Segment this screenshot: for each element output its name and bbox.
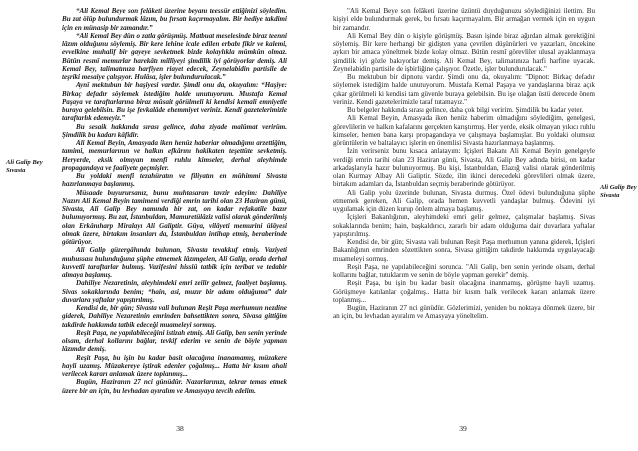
paragraph: Kendisi de, bir gün; Sivasta vali bulunan Reşit Paşa merhumun nezdine giderek, Dahiliye Nezaretinin emrinden bahsettikten sonra, Sivasa gittiğim takdirde hakkımda tatbik edeceği muameleyi sormuş. [62, 304, 287, 329]
paragraph: Ali Galip güzergâhında bulunan, Sivasta tevakkuf etmiş. Vaziyeti muhussası bulunduğuna şüphe etmemek lâzımgelen, Ali Galip, orada derhal kuvvetli taraftarlar bulmuş. Vazifesini hissiü tatbik için teribat ve tedabir almaya başlamış. [62, 246, 287, 279]
paragraph: Bugün, Haziranın 27 nci günüdür. Nazarlarınızı, tekrar temas etmek üzere bir an için, bu levhadan ayıralım ve Amasyaya tevcih edelim. [62, 378, 287, 395]
paragraph: Bu sesaik hakkında sırası gelince, daha ziyade malûmat verirüm. Şimdilik bu kadarı kâfidir. [62, 122, 287, 139]
paragraph: İçişleri Bakanlığının, aleyhimdeki emri gelir gelmez, çalışmalar başlamış. Sivas sokaklarında benim; hain, başkaldırıcı, zararlı bir adam olduğuma dair duvarlara yaftalar yapıştırılmış. [333, 213, 595, 238]
paragraph: Ali Kemal Beyin, Amasyada iken henüz haberiar olmadığımı arzettiğim, tamimi, memurlarının ve halkın efkârını hakikaten teşettüte sevketmiş. Heryerde, eksik olmıyan menfi ruhlu kimseler, derhal aleyhimde propagandaya ve faaliyete geçmişler. [62, 139, 287, 172]
paragraph: Reşit Paşa, bu işin bu kadar basit olacağına inanmamış, görüşme hayli uzamış. Görüşmeye katılanlar çoğalmış.. Hatta bir kısım halk verilecek kararı anlamak üzere toplanmış... [333, 279, 595, 304]
paragraph: "Ali Kemal Beye son felâketi üzerine üzüntü duyduğunuzu söylediğinizi ilettim. Bu kişiyi elde bulundurmak gerek, bu fırsatı kaçırmayalım. Bir armağan vermek için en uygun bir zamandır. [333, 7, 595, 32]
paragraph: Reşit Paşa, ne yapılabileceğini istizah etmiş. Ali Galip, ben senin yerinde olsam, derhal kollarını bağlar, tevkif ederim ve senin de böyle yapman lâzımdır demiş. [62, 328, 287, 354]
right-text-column [333, 7, 595, 321]
paragraph: Dahiliye Nezaretinin, aleyhimdeki emri zeilir gelmez, faaliyet başlamış. Sivas sokaklarında benim; “hain, asi, muzır bir adam olduğuma” dair duvarlara yaftalar yapıştırılmış. [62, 279, 287, 304]
paragraph: Reşit Paşa, ne yapılabileceğini sorunca. "Ali Galip, ben senin yerinde olsam, derhal kollarını bağlar, tutuklarım ve senin de böyle yapman gerekir" demiş. [333, 262, 595, 279]
left-margin-note: Ali Galip Bey Sıvasta [6, 159, 43, 174]
right-page-number: 39 [459, 424, 467, 433]
paragraph: “Ali Kemal Beye son felâketi üzerine beyanı teessür ettiğinizi söyledim. Bu zat ölüp bulundurmak lâzım, bu fırsatı kaçırmayalım. Bir hediye takdimi için en münasip bir zamandır.” [62, 7, 287, 32]
paragraph: Reşit Paşa, bu işin bu kadar basit olacağına inanamamış, müzakere hayli uzamış. Müzakereye iştirak edenler çoğalmış... Hatta bir kısım ahali verilecek kararı anlamak üzere toplanmış... [62, 353, 287, 378]
paragraph: İzin verirseniz bunu kısaca anlatayım: İçişleri Bakanı Ali Kemal Beyin genelgeyle verdiği emrin tarihi olan 23 Haziran günü, Sivasta, Ali Galip Bey adında birisi, on kadar arkadaşlarıyla hazır bulunuyormuş. Bu kişi, İstanbuldan, Elazığ valisi olarak gönderilmiş olan Kurmay Albay Ali Galiptir. Sözde, ilin ikinci derecedeki görevlileri olmak üzere, birtakım adamları da, İstanbuldan seçmiş beraberinde götürüyor. [333, 147, 595, 189]
paragraph: Aynî mektubun bir haşiyesi vardır. Şimdi onu da, okuyalım: “Haşiye: Birkaç defadır söylemek istediğim halde unutuyorum. Mustafa Kemal Paşaya ve taraftarlarına biraz müsait görülmeli ki kendisi kemali emniyetle buraya gelebilsin. Bu işe fevkalâde ehemmiyet veriniz. Kendi gazetelerimizle taraftarlık edemeyiz.” [62, 81, 287, 123]
paragraph: Bu yoldaki menfi tezahüratın ve filiyatın en mühimmi Sivasta hazırlanmaya başlanmış. [62, 172, 287, 189]
paragraph: “Ali Kemal Bey dün o zatla görüşmüş. Matbuat meselesinde biraz teenni lâzım olduğunu söylemiş. Bir kere lehine icale edilen erbabı fikir ve kalemi, evvelkine muhalif bir gayeye sevketmek bizde kolaylıkla mümkün olmaz. Bütün resmî memurlar harekâtı millîyeyi şimdilik iyi görüyorlar demiş. Ali Kemal Bey, talimatınıza harfiyen riayet edecek, Zeynelabidin partisile de teşriki mesaiye çalışıyor. Hulâsa, işler bulundurulacak.” [62, 31, 287, 81]
left-text-column [62, 7, 287, 395]
paragraph: Ali Kemal Beyin, Amasyada iken henüz haberim olmadığını söylediğim, genelgesi, görevlilerin ve halkın kafalarını gerçekten karıştırmış. Her yerde, eksik olmayan yıkıcı ruhlu kimseler, hemen bana karşı propagandaya ve çalışmaya başlamışlar. Bu yoldaki olumsuz görüntülerin ve baltalayıcı işlerin en önemlisi Sivasta hazırlanmaya başlanmış. [333, 114, 595, 147]
right-page [319, 0, 638, 451]
paragraph: Ali Kemal Bey dün o kişiyle görüşmüş. Basın işinde biraz ağırdan almak gerektiğini söylemiş. Bir kere herhangi bir gidişten yana çevrilen düşünürleri ve yazarları, öncekine aykırı bir amaca yöneltmek bizde kolay olmaz. Bütün resmî görevliler ulusal ayaklanmaya şimdilik iyi gözle bakıyorlar demiş. Ali Kemal Bey, talimatınıza harfi harfine uyacak. Zeynelabidin partisile de işbirliğine çalışıyor. Özetle, işler bulundurulacak." [333, 31, 595, 73]
paragraph: Müsaade buyurursanız, bunu muhtasaran tavzir edeyim: Dahiliye Nazırı Ali Kemal Beyin tamimeni verdiği emrin tarihi olan 23 Haziran günü, Sivasta, Ali Galip Bey namında bir zat, on kadar refakatile bazır bulunuyormuş. Bu zat, İstanbuldan, Mamuretülâziz valisi olarak gönderilmiş olan Erkânıharp Miralayı Ali Galiptir. Güya, vilâyeti memurini ülâyesi olmak üzere, birtakım insanları da, İstanbuldan intihap etmiş, beraberinde götürüyor. [62, 188, 287, 246]
paragraph: Bu belgeler hakkında sırası gelince, daha çok bilgi veririm. Şimdilik bu kadar yeter. [347, 106, 584, 114]
right-margin-note: Ali Galip Bey Sivasta [600, 184, 637, 199]
paragraph: Bugün, Haziranın 27 nci günüdür. Gözlerimizi, yeniden bu noktaya dönmek üzere, bir an için, bu levhadan ayıralım ve Amasyaya yöneltelim. [333, 304, 595, 321]
paragraph: Ali Galip yolu üzerinde bulunan, Sivasta durmuş. Özel ödevi bulunduğuna şüphe etmemek gereken, Ali Galip, orada hemen kuvvetli yandaşlar bulmuş. Ödevini iyi uygulamak için düzen kurup önlem almaya başlamış. [333, 188, 595, 213]
paragraph: Bu mektubun bir dipnotu vardır. Şimdi onu da, okuyalım: "Dipnot: Birkaç defadır söylemek istediğim halde unutuyorum. Mustafa Kemal Paşaya ve yandaşlarına biraz açık çıkar görülmeli ki kendisi tam güvenle buraya gelebilsin. Bu işe olağan üstü derecede önem veriniz. Kendi gazetelerimizle taraf tutamayız." [333, 73, 595, 106]
left-page-number: 38 [176, 424, 184, 433]
paragraph: Kendisi de, bir gün; Sivasta vali bulunan Reşit Paşa merhumun yanına giderek, İçişleri Bakanlığının emrinden sözettikten sonra, Sivasa gittiğim takdirde hakkımda uygulayacağı muameleyi sormuş. [333, 238, 595, 263]
